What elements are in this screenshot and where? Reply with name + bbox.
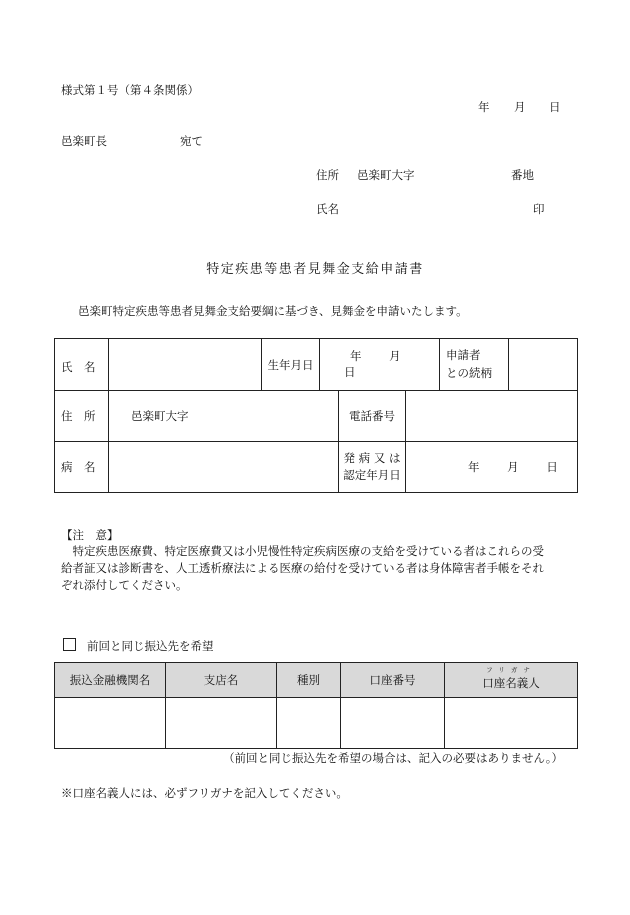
phone-label: 電話番号 <box>339 391 406 442</box>
col-account-number: 口座番号 <box>341 663 445 698</box>
date-year-label: 年 <box>478 100 490 114</box>
relation-label-line1: 申請者 <box>446 348 481 363</box>
intro-text: 邑楽町特定疾患等患者見舞金支給要綱に基づき、見舞金を申請いたします。 <box>78 304 468 318</box>
col-branch: 支店名 <box>166 663 277 698</box>
onset-label-line1: 発 病 又 は <box>343 450 401 465</box>
patient-row-name <box>55 339 578 391</box>
patient-address-label: 住 所 <box>55 391 109 442</box>
birthdate-year-unit: 年 <box>350 349 362 363</box>
patient-address-field[interactable] <box>109 391 339 442</box>
applicant-name-label: 氏名 <box>316 202 339 216</box>
notes-line-3: ぞれ添付してください。 <box>61 578 188 592</box>
patient-row-address <box>55 391 578 442</box>
phone-field[interactable] <box>406 391 578 442</box>
relation-field[interactable] <box>509 339 578 391</box>
branch-field[interactable] <box>166 698 277 749</box>
applicant-address-value: 邑楽町大字 <box>357 168 415 182</box>
holder-label: 口座名義人 <box>482 676 540 690</box>
patient-name-label: 氏 名 <box>55 339 109 391</box>
birthdate-day-unit: 日 <box>344 365 356 379</box>
col-institution: 振込金融機関名 <box>55 663 166 698</box>
date-month-label: 月 <box>514 100 526 114</box>
onset-year-unit: 年 <box>468 460 480 474</box>
holder-field[interactable] <box>445 698 578 749</box>
footer-note: ※口座名義人には、必ずフリガナを記入してください。 <box>61 786 348 800</box>
applicant-address-suffix: 番地 <box>511 168 534 182</box>
birthdate-field[interactable] <box>320 339 440 391</box>
notes-heading: 【注 意】 <box>61 528 119 542</box>
onset-label <box>339 442 406 493</box>
holder-ruby-text: フリガナ <box>486 666 536 674</box>
same-account-checkbox-label: 前回と同じ振込先を希望 <box>87 639 214 653</box>
onset-day-unit: 日 <box>546 460 558 474</box>
relation-label <box>440 339 509 391</box>
same-account-checkbox[interactable] <box>63 638 76 651</box>
type-field[interactable] <box>277 698 341 749</box>
bank-header-row <box>55 663 578 698</box>
onset-month-unit: 月 <box>507 460 519 474</box>
onset-date-field[interactable] <box>406 442 578 493</box>
bank-footnote: （前回と同じ振込先を希望の場合は、記入の必要はありません。） <box>223 751 563 765</box>
date-day-label: 日 <box>549 100 561 114</box>
addressee: 邑楽町長 <box>61 134 107 148</box>
patient-info-table <box>54 338 578 493</box>
onset-label-line2: 認定年月日 <box>343 468 401 482</box>
applicant-address-label: 住所 <box>316 168 339 182</box>
institution-field[interactable] <box>55 698 166 749</box>
birthdate-month-unit: 月 <box>389 349 401 363</box>
notes-line-2: 給者証又は診断書を、人工透析療法による医療の給付を受けている者は身体障害者手帳をそれ <box>61 561 544 575</box>
patient-address-value: 邑楽町大字 <box>131 409 189 423</box>
patient-name-field[interactable] <box>109 339 262 391</box>
bank-input-row <box>55 698 578 749</box>
patient-row-disease <box>55 442 578 493</box>
notes-line-1: 特定疾患医療費、特定医療費又は小児慢性特定疾病医療の支給を受けている者はこれらの受 <box>61 544 544 558</box>
holder-ruby-group <box>482 666 540 691</box>
bank-account-table <box>54 662 578 749</box>
seal-mark: 印 <box>533 202 545 216</box>
addressee-suffix: 宛て <box>180 134 203 148</box>
form-title: 特定疾患等患者見舞金支給申請書 <box>206 262 424 277</box>
form-number: 様式第１号（第４条関係） <box>61 83 199 97</box>
col-type: 種別 <box>277 663 341 698</box>
birthdate-label: 生年月日 <box>262 339 320 391</box>
disease-label: 病 名 <box>55 442 109 493</box>
disease-field[interactable] <box>109 442 339 493</box>
relation-label-line2: との続柄 <box>446 365 493 380</box>
col-holder <box>445 663 578 698</box>
account-number-field[interactable] <box>341 698 445 749</box>
